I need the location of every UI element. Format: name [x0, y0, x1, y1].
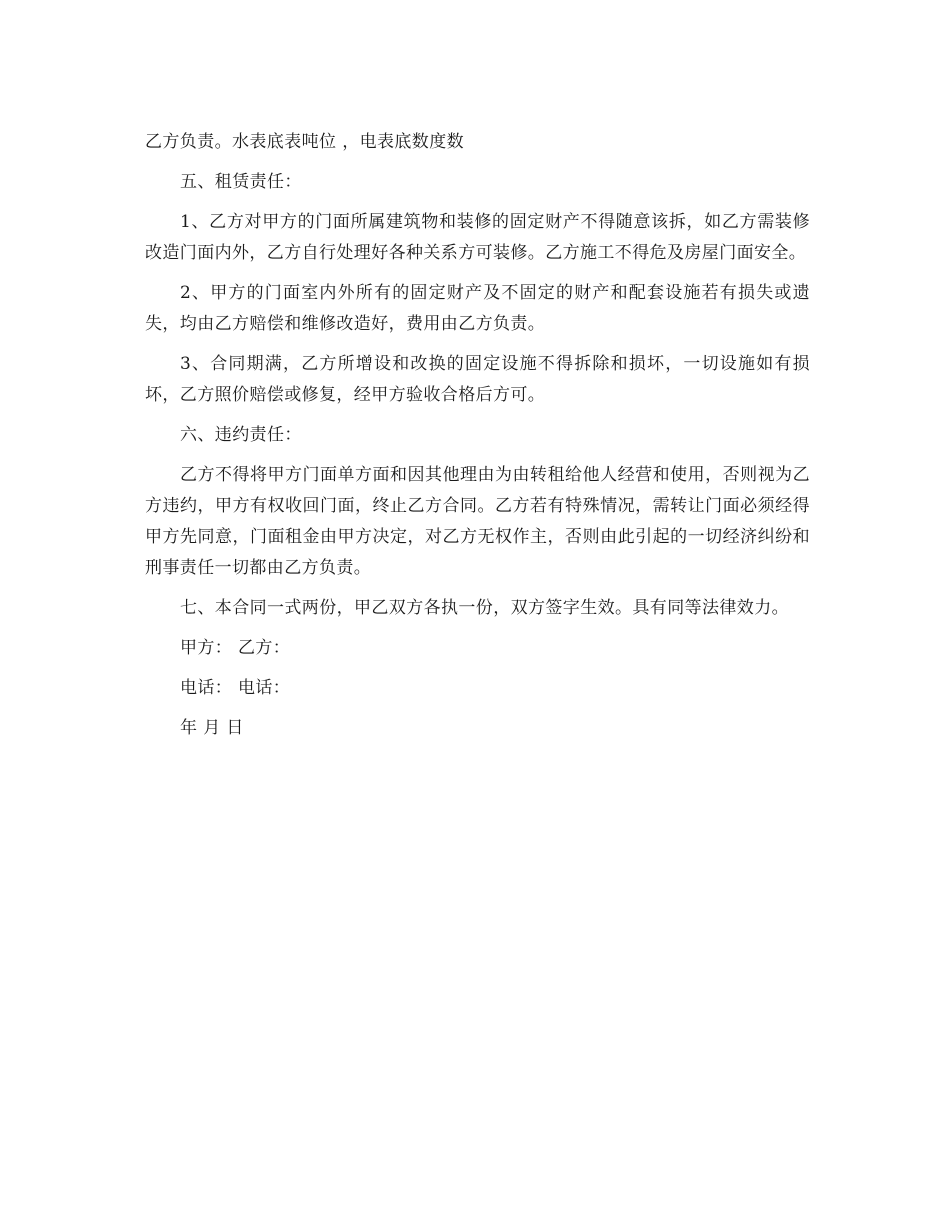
paragraph-meter-readings: 乙方负责。水表底表吨位 ，电表底数度数 [145, 132, 465, 152]
clause-7-copies: 七、本合同一式两份，甲乙双方各执一份，双方签字生效。具有同等法律效力。 [180, 598, 789, 618]
clause-3-contract-expiry: 3、合同期满，乙方所增设和改换的固定设施不得拆除和损坏，一切设施如有损坏，乙方照价赔偿或修复，经甲方验收合格后方可。 [145, 354, 810, 405]
section-heading-lease-responsibility: 五、租赁责任： [180, 172, 302, 192]
clause-breach-sublease: 乙方不得将甲方门面单方面和因其他理由为由转租给他人经营和使用，否则视为乙方违约，甲方有权收回门面，终止乙方合同。乙方若有特殊情况，需转让门面必须经得甲方先同意，门面租金由甲方决定，对乙方无权作主，否则由此引起的一切经济纠纷和刑事责任一切都由乙方负责。 [145, 465, 810, 578]
section-heading-breach: 六、违约责任： [180, 425, 302, 445]
document-body [145, 127, 810, 753]
signature-date: 年 月 日 [180, 718, 244, 738]
clause-2-loss-compensation: 2、甲方的门面室内外所有的固定财产及不固定的财产和配套设施若有损失或遗失，均由乙方赔偿和维修改造好，费用由乙方负责。 [145, 283, 810, 334]
signature-parties: 甲方： 乙方： [180, 638, 291, 658]
clause-1-no-demolition: 1、乙方对甲方的门面所属建筑物和装修的固定财产不得随意该拆，如乙方需装修改造门面内外，乙方自行处理好各种关系方可装修。乙方施工不得危及房屋门面安全。 [145, 212, 810, 263]
signature-phones: 电话： 电话： [180, 678, 291, 698]
